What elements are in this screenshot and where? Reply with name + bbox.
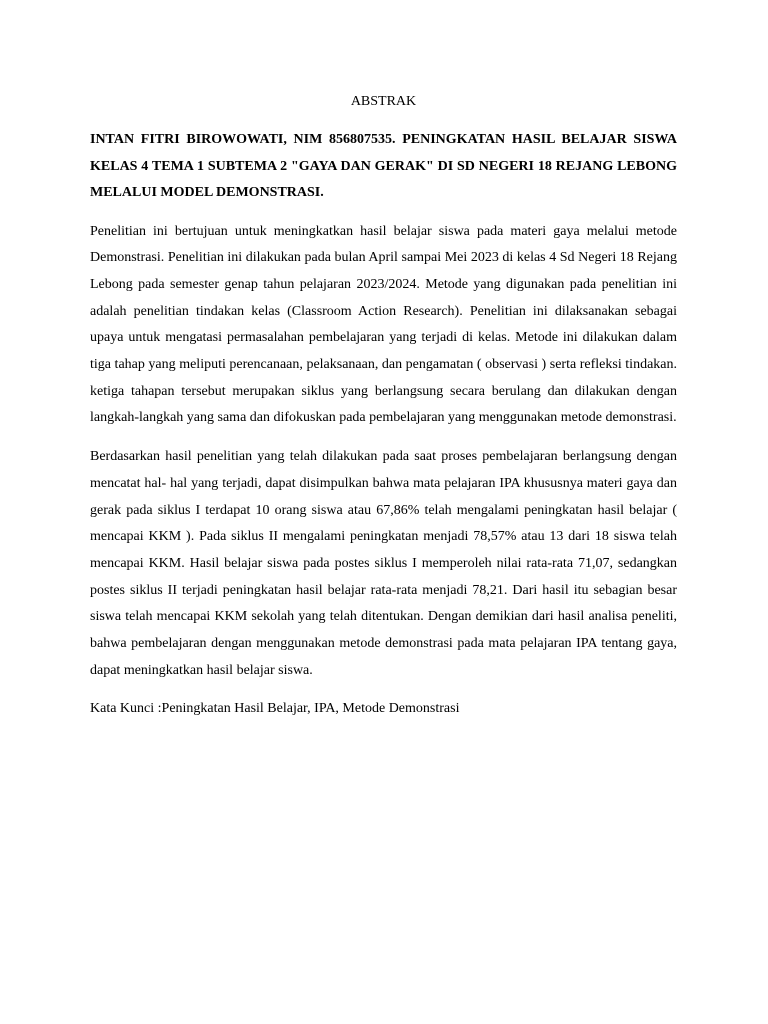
abstract-paragraph-2: Berdasarkan hasil penelitian yang telah dilakukan pada saat proses pembelajaran berlangsung dengan mencatat hal- hal yang terjadi, dapat disimpulkan bahwa mata pelajaran IPA khususnya materi gaya dan gerak pada siklus I terdapat 10 orang siswa atau 67,86% telah mengalami peningkatan hasil belajar ( mencapai KKM ). Pada siklus II mengalami peningkatan menjadi 78,57% atau 13 dari 18 siswa telah mencapai KKM. Hasil belajar siswa pada postes siklus I memperoleh nilai rata-rata 71,07, sedangkan postes siklus II terjadi peningkatan hasil belajar rata-rata menjadi 78,21. Dari hasil itu sebagian besar siswa telah mencapai KKM sekolah yang telah ditentukan. Dengan demikian dari hasil analisa peneliti, bahwa pembelajaran dengan menggunakan metode demonstrasi pada mata pelajaran IPA tentang gaya, dapat meningkatkan hasil belajar siswa. [90,449,677,678]
abstract-paragraph-1: Penelitian ini bertujuan untuk meningkatkan hasil belajar siswa pada materi gaya melalui metode Demonstrasi. Penelitian ini dilakukan pada bulan April sampai Mei 2023 di kelas 4 Sd Negeri 18 Rejang Lebong pada semester genap tahun pelajaran 2023/2024. Metode yang digunakan pada penelitian ini adalah penelitian tindakan kelas (Classroom Action Research). Penelitian ini dilaksanakan sebagai upaya untuk mengatasi permasalahan pembelajaran yang terjadi di kelas. Metode ini dilakukan dalam tiga tahap yang meliputi perencanaan, pelaksanaan, dan pengamatan ( observasi ) serta refleksi tindakan. ketiga tahapan tersebut merupakan siklus yang berlangsung secara berulang dan dilakukan dengan langkah-langkah yang sama dan difokuskan pada pembelajaran yang menggunakan metode demonstrasi. [90,223,677,426]
abstract-heading: ABSTRAK [350,94,417,109]
keywords-line: Kata Kunci :Peningkatan Hasil Belajar, IPA, Metode Demonstrasi [90,701,460,717]
thesis-title: INTAN FITRI BIROWOWATI, NIM 856807535. PENINGKATAN HASIL BELAJAR SISWA KELAS 4 TEMA 1 SUBTEMA 2 "GAYA DAN GERAK" DI SD NEGERI 18 REJANG LEBONG MELALUI MODEL DEMONSTRASI. [90,132,677,200]
abstract-page [90,92,677,722]
